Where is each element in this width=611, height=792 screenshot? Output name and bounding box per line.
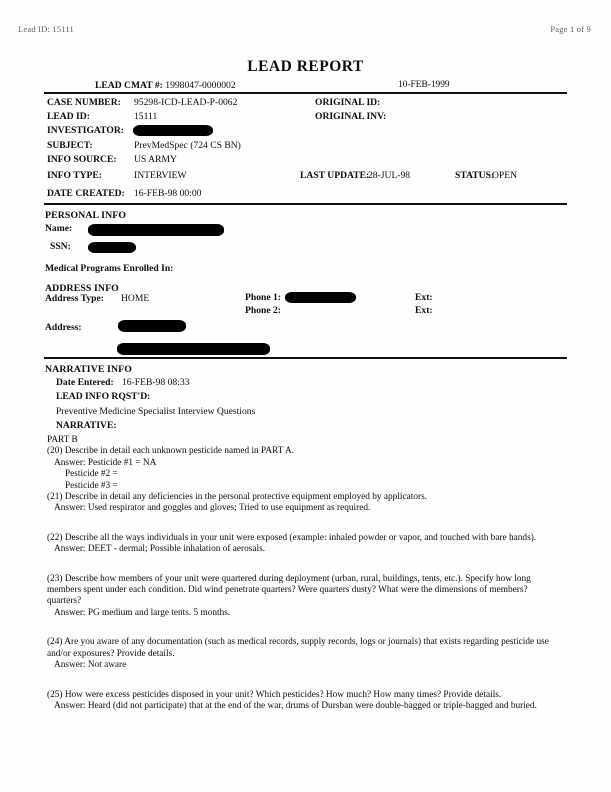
investigator-label: INVESTIGATOR:: [47, 125, 124, 136]
narrative-question-22: (22) Describe all the ways individuals in your unit were exposed (example: inhaled powder or vapor, and touched with bare hands).: [47, 532, 537, 543]
status-value: OPEN: [492, 170, 518, 181]
narrative-question-21: (21) Describe in detail any deficiencies in the personal protective equipment employed by applicators.: [47, 492, 428, 503]
narrative-question-25: (25) How were excess pesticides disposed in your unit? Which pesticides? How much? How many times? Provide details.: [47, 689, 502, 700]
ssn-label: SSN:: [50, 241, 71, 252]
section-heading-narrative-info: NARRATIVE INFO: [45, 364, 132, 375]
redaction-bar-investigator: [133, 125, 213, 136]
narrative-answer-25: Answer: Heard (did not participate) that at the end of the war, drums of Dursban were double-bagged or triple-bagged and buried.: [54, 700, 537, 711]
original-inv-label: ORIGINAL INV:: [315, 111, 387, 122]
date-entered-label: Date Entered:: [56, 377, 114, 388]
narrative-answer-22: Answer: DEET - dermal; Possible inhalation of aerosals.: [54, 544, 266, 555]
info-source-label: INFO SOURCE:: [47, 154, 117, 165]
case-number-label: CASE NUMBER:: [47, 97, 121, 108]
info-source-value: US ARMY: [134, 154, 177, 165]
lead-cmat-row: [47, 80, 567, 91]
narrative-part-label: PART B: [47, 435, 78, 445]
original-id-label: ORIGINAL ID:: [315, 97, 381, 108]
lead-info-rqstd-label: LEAD INFO RQST'D:: [56, 391, 151, 402]
info-type-value: INTERVIEW: [134, 170, 187, 181]
name-label: Name:: [45, 223, 73, 234]
lead-cmat-value: 1998047-0000002: [165, 80, 236, 91]
section-heading-personal-info: PERSONAL INFO: [45, 210, 127, 221]
status-label: STATUS:: [455, 170, 495, 181]
divider-narrative-info: [44, 357, 567, 359]
narrative-question-24: (24) Are you aware of any documentation (such as medical records, supply records, logs or journals) that exists regarding pesticide use and/or exposures? Provide details.: [47, 637, 549, 659]
redaction-bar-name: [88, 224, 224, 236]
ext1-label: Ext:: [415, 292, 433, 303]
narrative-answer-24: Answer: Not aware: [54, 660, 127, 671]
date-entered-value: 16-FEB-98 08:33: [122, 377, 190, 388]
last-update-value: 28-JUL-98: [368, 170, 411, 181]
subject-label: SUBJECT:: [47, 140, 93, 151]
narrative-body: [47, 435, 564, 712]
narrative-spacer: [47, 672, 564, 690]
lead-id-value: 15111: [134, 111, 158, 122]
redaction-bar-phone1: [285, 292, 356, 303]
report-date: 10-FEB-1999: [398, 80, 450, 90]
narrative-question-23: (23) Describe how members of your unit were quartered during deployment (urban, rural, buildings, tents, etc.). Specify how long members spent under each condition. Did wind penetrate quarters? Were quarters dusty? What were the dimensions of members? quarters?: [47, 573, 531, 607]
address-type-value: HOME: [121, 293, 150, 304]
narrative-spacer: [47, 619, 564, 637]
phone2-label: Phone 2:: [245, 305, 281, 316]
page-title: LEAD REPORT: [247, 58, 364, 75]
lead-id-label: LEAD ID:: [47, 111, 90, 122]
last-update-label: LAST UPDATE:: [300, 170, 370, 181]
narrative-spacer: [47, 556, 564, 574]
narrative-answer-20: Answer: Pesticide #1 = NA: [54, 457, 157, 468]
narrative-question-20: (20) Describe in detail each unknown pesticide named in PART A.: [47, 446, 295, 457]
running-head-page-number: Page 1 of 9: [550, 24, 591, 34]
address-type-label: Address Type:: [45, 293, 104, 304]
narrative-label: NARRATIVE:: [56, 420, 117, 431]
narrative-answer-21: Answer: Used respirator and goggles and gloves; Tried to use equipment as required.: [54, 503, 371, 514]
medical-programs-label: Medical Programs Enrolled In:: [45, 263, 174, 274]
subject-value: PrevMedSpec (724 CS BN): [134, 140, 241, 151]
redaction-bar-ssn: [88, 242, 136, 253]
case-number-value: 95298-ICD-LEAD-P-0062: [134, 97, 238, 108]
redaction-bar-address-line1: [118, 320, 186, 332]
narrative-answer-20-pesticide-3: Pesticide #3 =: [65, 480, 118, 491]
redaction-bar-address-line2: [117, 343, 270, 355]
lead-cmat-label: LEAD CMAT #:: [95, 80, 163, 91]
phone1-label: Phone 1:: [245, 292, 281, 303]
divider-personal-info: [44, 203, 567, 205]
date-created-label: DATE CREATED:: [47, 188, 125, 199]
narrative-answer-20-pesticide-2: Pesticide #2 =: [65, 469, 118, 480]
date-created-value: 16-FEB-98 00:00: [134, 188, 202, 199]
narrative-answer-23: Answer: PG medium and large tents. 5 months.: [54, 607, 231, 618]
divider-top: [44, 92, 567, 94]
running-head-lead-id: Lead ID: 15111: [18, 24, 74, 34]
lead-info-rqstd-value: Preventive Medicine Specialist Interview Questions: [56, 406, 256, 417]
narrative-spacer: [47, 515, 564, 533]
ext2-label: Ext:: [415, 305, 433, 316]
section-heading-address-info: ADDRESS INFO: [45, 283, 119, 294]
address-label: Address:: [45, 322, 82, 333]
info-type-label: INFO TYPE:: [47, 170, 102, 181]
